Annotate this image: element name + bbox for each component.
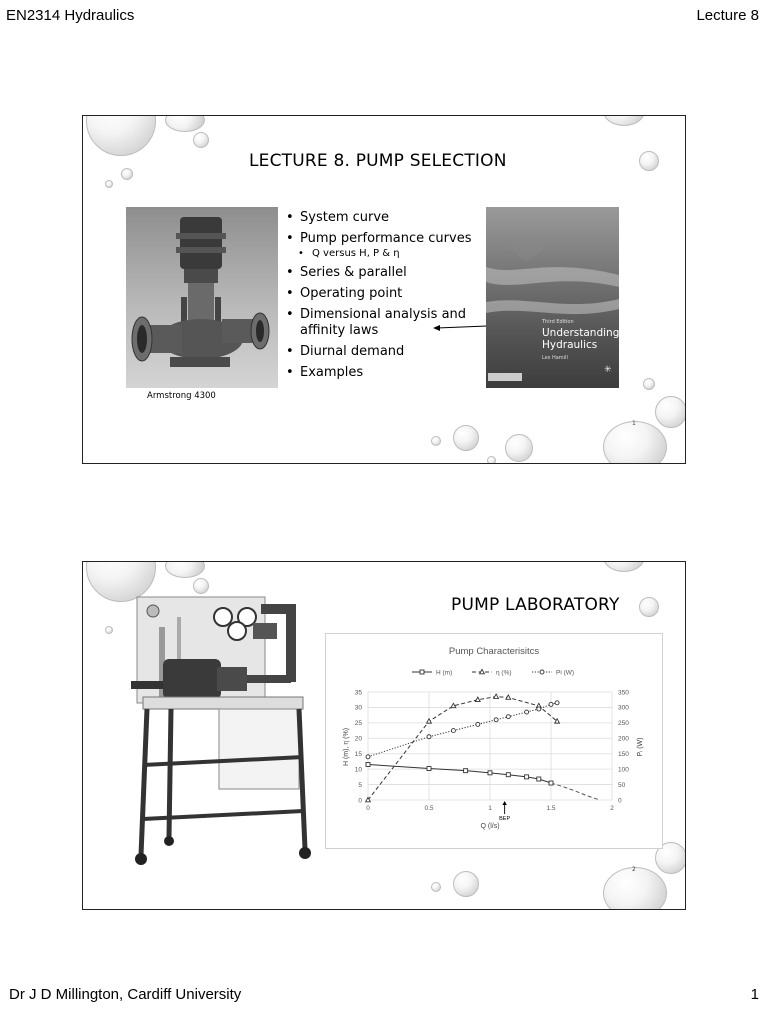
x-tick-label: 0.5: [424, 805, 434, 812]
data-point: [366, 763, 370, 767]
decor-bubble: [105, 626, 113, 634]
lecture-label: Lecture 8: [696, 7, 759, 24]
y-right-tick-label: 50: [618, 781, 626, 789]
x-tick-label: 1.5: [546, 805, 556, 812]
list-item-line: affinity laws: [300, 323, 379, 338]
data-point: [525, 710, 529, 714]
data-point: [540, 670, 544, 674]
data-point: [549, 781, 553, 785]
y-right-tick-label: 200: [618, 735, 629, 743]
book-cover: [486, 207, 619, 388]
pump-photo: [126, 207, 278, 388]
series-fit-line: [551, 783, 600, 800]
decor-bubble: [505, 434, 533, 462]
slide-title: LECTURE 8. PUMP SELECTION: [249, 151, 507, 171]
y-left-tick-label: 0: [358, 797, 362, 805]
decor-bubble: [121, 168, 133, 180]
y-left-tick-label: 10: [354, 766, 362, 774]
data-point: [427, 719, 432, 723]
data-point: [476, 722, 480, 726]
data-point: [506, 715, 510, 719]
list-item-line: Dimensional analysis and: [300, 307, 467, 322]
data-point: [537, 777, 541, 781]
data-point: [427, 735, 431, 739]
y-left-tick-label: 35: [354, 689, 362, 697]
data-point: [549, 702, 553, 706]
decor-bubble: [639, 597, 659, 617]
y-right-tick-label: 250: [618, 720, 629, 728]
decor-bubble: [603, 867, 667, 910]
slide-number: 2: [632, 866, 636, 873]
decor-bubble: [453, 425, 479, 451]
book-author: Les Hamill: [542, 355, 568, 361]
slide-1: [82, 115, 686, 464]
topic-list: [286, 210, 486, 386]
x-axis-label: Q (l/s): [480, 823, 500, 830]
list-item: • Examples: [286, 365, 486, 381]
data-point: [494, 694, 499, 698]
pump-characteristics-chart: [325, 633, 663, 849]
decor-bubble: [603, 561, 645, 572]
y-left-tick-label: 5: [358, 781, 362, 789]
x-tick-label: 0: [366, 805, 370, 812]
list-sub-item: • Q versus H, P & η: [286, 248, 486, 260]
data-point: [420, 670, 424, 674]
decor-bubble: [655, 396, 686, 428]
data-point: [427, 767, 431, 771]
decor-bubble: [639, 151, 659, 171]
y-right-tick-label: 150: [618, 751, 629, 759]
page-number: 1: [750, 986, 759, 1003]
decor-bubble: [453, 871, 479, 897]
decor-bubble: [487, 456, 496, 464]
data-point: [488, 771, 492, 775]
list-item: • Series & parallel: [286, 265, 486, 281]
data-point: [464, 769, 468, 773]
pump-caption: Armstrong 4300: [147, 391, 216, 401]
decor-bubble: [86, 115, 156, 156]
data-point: [555, 701, 559, 705]
decor-bubble: [431, 436, 441, 446]
legend-label: Pi (W): [556, 669, 575, 677]
y-left-tick-label: 15: [354, 751, 362, 759]
y-right-tick-label: 100: [618, 766, 629, 774]
pointer-arrow: [431, 306, 491, 336]
y-right-tick-label: 0: [618, 797, 622, 805]
decor-bubble: [193, 132, 209, 148]
bep-label: BEP: [499, 816, 511, 822]
y-right-tick-label: 300: [618, 704, 629, 712]
slide-2: [82, 561, 686, 910]
footer-author: Dr J D Millington, Cardiff University: [9, 986, 242, 1003]
legend-label: η (%): [496, 669, 512, 677]
y-left-tick-label: 25: [354, 720, 362, 728]
y-axis-left-label: H (m), η (%): [343, 727, 350, 767]
legend-label: H (m): [436, 669, 453, 677]
series-line: [368, 765, 551, 784]
list-item: • Operating point: [286, 286, 486, 302]
data-point: [451, 703, 456, 707]
data-point: [525, 775, 529, 779]
y-left-tick-label: 20: [354, 735, 362, 743]
chart-title: Pump Characterisitcs: [448, 646, 540, 657]
slide-title: PUMP LABORATORY: [451, 595, 620, 615]
data-point: [480, 669, 485, 673]
data-point: [475, 697, 480, 701]
bep-arrowhead: [502, 801, 506, 805]
book-edition: Third Edition: [542, 319, 574, 325]
publisher-logo-icon: ✳: [604, 365, 612, 375]
book-badge: [488, 373, 522, 381]
decor-bubble: [603, 115, 645, 126]
list-item: • Pump performance curves: [286, 231, 486, 247]
y-right-tick-label: 350: [618, 689, 629, 697]
data-point: [366, 755, 370, 759]
pump-rig-photo: [123, 587, 323, 872]
x-tick-label: 1: [488, 805, 492, 812]
x-tick-label: 2: [610, 805, 614, 812]
course-title: EN2314 Hydraulics: [6, 7, 135, 24]
decor-bubble: [643, 378, 655, 390]
decor-bubble: [165, 561, 205, 578]
decor-bubble: [431, 882, 441, 892]
decor-bubble: [105, 180, 113, 188]
y-axis-right-label: Pᵢ (W): [637, 737, 644, 757]
data-point: [451, 729, 455, 733]
book-title-line1: Understanding: [542, 327, 619, 339]
book-title-line2: Hydraulics: [542, 339, 598, 351]
data-point: [506, 695, 511, 699]
list-item: • System curve: [286, 210, 486, 226]
data-point: [506, 773, 510, 777]
decor-bubble: [603, 421, 667, 464]
list-item: • Diurnal demand: [286, 344, 486, 360]
data-point: [537, 707, 541, 711]
y-left-tick-label: 30: [354, 704, 362, 712]
data-point: [494, 718, 498, 722]
decor-bubble: [165, 115, 205, 132]
slide-number: 1: [632, 420, 636, 427]
